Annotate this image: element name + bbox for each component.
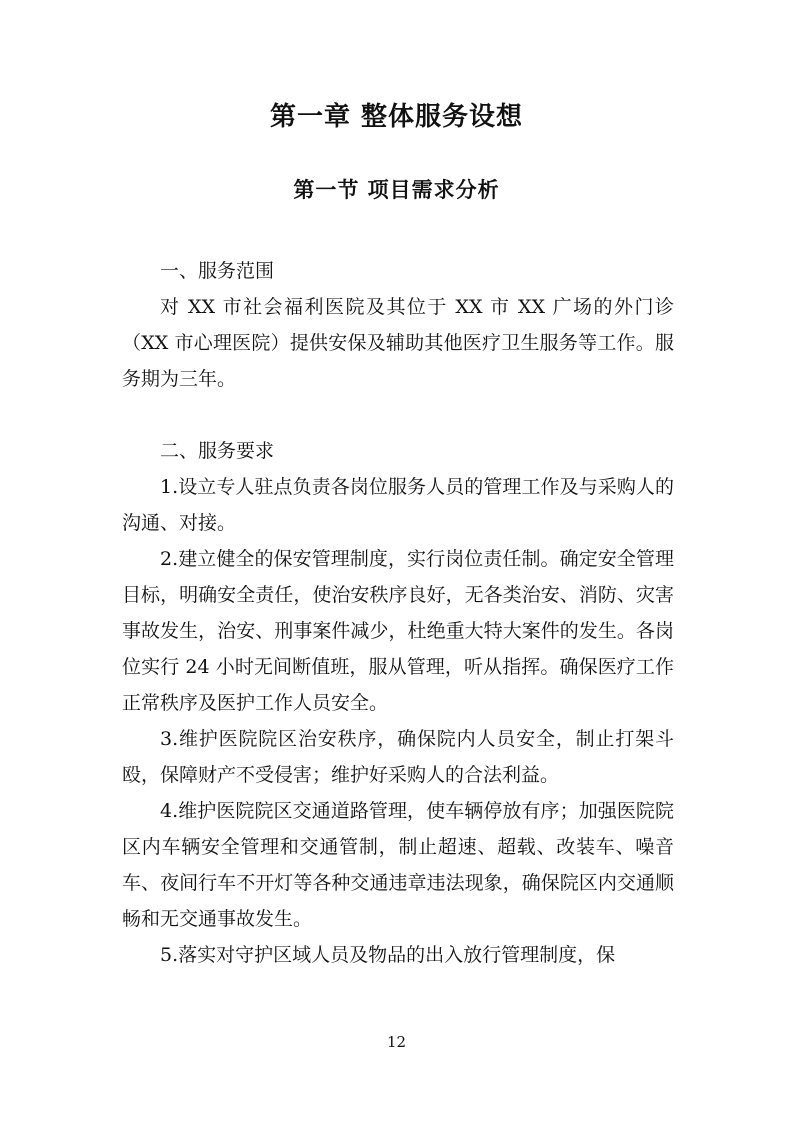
requirement-item-1: 1.设立专人驻点负责各岗位服务人员的管理工作及与采购人的沟通、对接。 [122, 476, 674, 534]
subsection-heading-scope: 一、服务范围 [160, 260, 275, 282]
section-title: 第一节 项目需求分析 [293, 178, 500, 202]
subsection-heading-requirements: 二、服务要求 [160, 440, 275, 462]
paragraph-gap [122, 397, 674, 433]
chapter-title: 第一章 整体服务设想 [269, 102, 524, 132]
page-number: 12 [386, 1033, 407, 1051]
requirement-item-2: 2.建立健全的保安管理制度，实行岗位责任制。确定安全管理目标，明确安全责任，使治安秩序良好，无各类治安、消防、灾害事故发生，治安、刑事案件减少，杜绝重大特大案件的发生。各岗位实行 24 小时无间断值班，服从管理，听从指挥。确保医疗工作正常秩序及医护工作人员安全。 [122, 548, 674, 714]
document-body [122, 253, 674, 973]
requirement-item-5: 5.落实对守护区域人员及物品的出入放行管理制度，保 [160, 944, 616, 966]
requirement-item-4: 4.维护医院院区交通道路管理，使车辆停放有序；加强医院院区内车辆安全管理和交通管制，制止超速、超载、改装车、噪音车、夜间行车不开灯等各种交通违章违法现象，确保院区内交通顺畅和无交通事故发生。 [122, 800, 674, 930]
paragraph-scope: 对 XX 市社会福利医院及其位于 XX 市 XX 广场的外门诊（XX 市心理医院）提供安保及辅助其他医疗卫生服务等工作。服务期为三年。 [122, 296, 674, 390]
requirement-item-3: 3.维护医院院区治安秩序，确保院内人员安全，制止打架斗殴，保障财产不受侵害；维护好采购人的合法利益。 [122, 728, 674, 786]
